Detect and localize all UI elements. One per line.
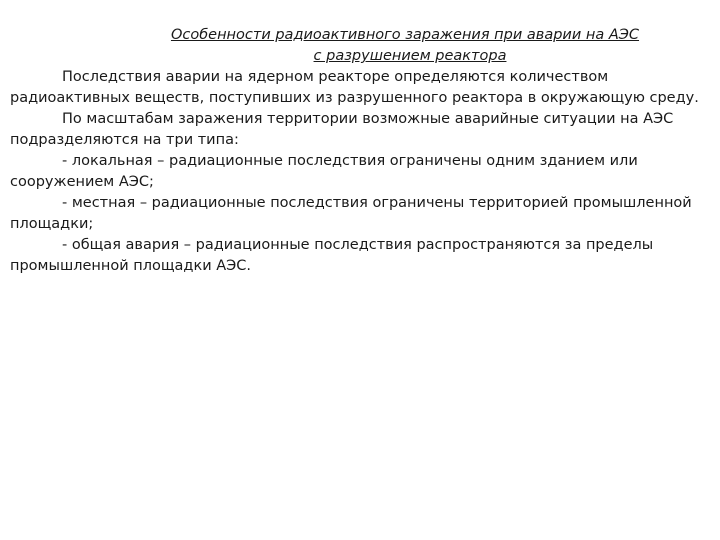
paragraph-classification: По масштабам заражения территории возможные аварийные ситуации на АЭС подразделяются на три типа:	[10, 111, 674, 148]
paragraph-consequences: Последствия аварии на ядерном реакторе определяются количеством радиоактивных веществ, поступивших из разрушенного реактора в окружающую среду.	[10, 69, 699, 106]
slide-title	[0, 25, 720, 67]
list-item-general: - общая авария – радиационные последствия распространяются за пределы промышленной площадки АЭС.	[10, 237, 654, 274]
list-item-local: - локальная – радиационные последствия ограничены одним зданием или сооружением АЭС;	[10, 153, 638, 190]
body-text	[10, 67, 700, 277]
title-line-2: с разрушением реактора	[313, 48, 507, 64]
list-item-regional: - местная – радиационные последствия ограничены территорией промышленной площадки;	[10, 195, 692, 232]
title-line-1: Особенности радиоактивного заражения при аварии на АЭС	[170, 27, 640, 43]
